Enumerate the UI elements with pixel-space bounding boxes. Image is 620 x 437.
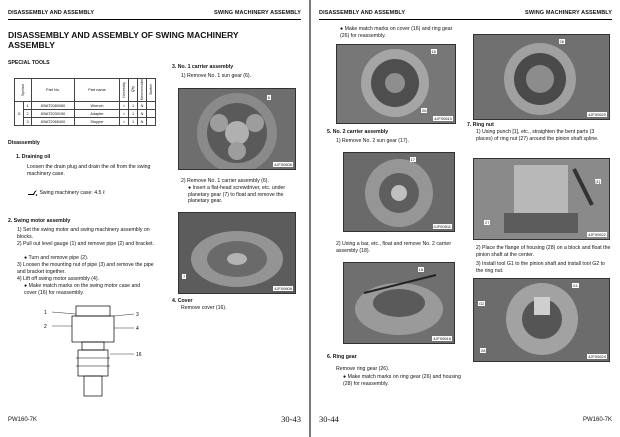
page-title: DISASSEMBLY AND ASSEMBLY OF SWING MACHINERY ASSEMBLY — [8, 30, 239, 50]
table-row: 3 KBAT2065400 Stopper t 1 N — [15, 118, 156, 126]
col2-step3-2: 2) Remove No. 1 carrier assembly (6). — [181, 178, 269, 184]
photo2-label: 7 — [183, 274, 186, 279]
table-row: 2 KBAT2030190 Adapter t 1 N — [15, 110, 156, 118]
step2-item-1: 1) Set the swing motor and swing machinery assembly on blocks. — [17, 227, 150, 240]
carrier2-photo-icon — [344, 263, 454, 343]
photo-no1-sun-gear — [178, 88, 296, 170]
step5-1: 1) Remove No. 2 sun gear (17). — [336, 138, 409, 144]
footer-page-number: 30-44 — [319, 414, 339, 424]
photo8-code: 4JF00624 — [588, 354, 606, 359]
step2-title: 2. Swing motor assembly — [8, 218, 71, 224]
header-left-title: DISASSEMBLY AND ASSEMBLY — [8, 10, 95, 16]
callout-16: 16 — [136, 352, 142, 358]
photo3-label-2: 26 — [422, 108, 427, 113]
col-new-remodel: New/remodel — [138, 79, 147, 102]
sun-gear-photo-icon — [344, 153, 454, 231]
step6-note: ● Make match marks on ring gear (26) and housing (28) for reassembly. — [343, 374, 461, 387]
photo8-label-28: 28 — [481, 348, 486, 353]
ring-gear-photo-icon — [337, 45, 455, 123]
photo6-code: 4JF00620 — [588, 112, 606, 117]
group-symbol: G — [15, 102, 24, 126]
photo6-label: 26 — [559, 39, 564, 44]
oil-note: Swing machinery case: 4.5 ℓ — [27, 188, 157, 197]
photo1-code: 4JF00606 — [274, 162, 292, 167]
step6-title: 6. Ring gear — [327, 354, 357, 360]
callout-1: 1 — [44, 310, 47, 316]
carrier-photo-icon — [179, 213, 295, 293]
left-footer — [8, 411, 301, 423]
photo4-code: 4JF00611 — [433, 224, 451, 229]
gear-photo-icon — [179, 89, 295, 169]
header-right-title: SWING MACHINERY ASSEMBLY — [525, 10, 612, 16]
ring-gear-top-photo-icon — [474, 35, 609, 119]
step6-text: Remove ring gear (26). — [336, 366, 390, 372]
step2-item-5: 4) Lift off swing motor assembly (4). — [17, 276, 100, 282]
col2-step3-1: 1) Remove No. 1 sun gear (6). — [181, 73, 252, 79]
callout-3: 3 — [136, 312, 139, 318]
housing-photo-icon — [474, 279, 609, 361]
right-header — [319, 9, 612, 20]
top-note: ● Make match marks on cover (16) and ring gear (26) for reassembly. — [340, 26, 453, 39]
right-page — [311, 0, 620, 437]
step2-item-4: 3) Loosen the mounting nut of pipe (3) and remove the pipe and bracket together. — [17, 262, 154, 275]
col2-step4-text: Remove cover (16). — [181, 305, 227, 311]
table-row: G 1 KBAT2080080 Wrench t 1 N — [15, 102, 156, 110]
col2-step3-2b: ● Insert a flat-head screwdriver, etc. under planetary gear (7) to float and remove the planetary gear. — [188, 185, 286, 205]
left-header — [8, 9, 301, 20]
step2-item-6: ● Make match marks on the swing motor case and cover (16) for reassembly. — [24, 283, 141, 296]
photo-tools-installed — [473, 278, 610, 362]
photo-ring-nut — [473, 158, 610, 240]
photo5-label: 18 — [418, 267, 423, 272]
callout-2: 2 — [44, 324, 47, 330]
photo8-label-g1: G1 — [572, 283, 578, 288]
footer-model: PW160-7K — [8, 417, 38, 423]
col-qty: Q'ty — [129, 79, 138, 102]
photo7-code: 4JF00622 — [588, 232, 606, 237]
header-right-title: SWING MACHINERY ASSEMBLY — [214, 10, 301, 16]
photo-no2-carrier — [343, 262, 455, 344]
footer-page-number: 30-43 — [281, 414, 301, 424]
header-left-title: DISASSEMBLY AND ASSEMBLY — [319, 10, 406, 16]
photo3-label: 16 — [431, 49, 436, 54]
col-part-name: Part name — [75, 79, 120, 102]
step7-1: 1) Using punch [1], etc., straighten the bent parts (3 places) of ring nut (27) around the pinion shaft spline. — [476, 129, 599, 142]
right-footer — [319, 411, 612, 423]
col-sketch: Sketch — [147, 79, 156, 102]
oil-can-icon — [27, 188, 38, 197]
photo-ring-gear-removed — [473, 34, 610, 120]
disassembly-heading: Disassembly — [8, 140, 40, 146]
special-tools-heading: SPECIAL TOOLS — [8, 60, 50, 66]
photo2-code: 4JF00608 — [274, 286, 292, 291]
step7-2: 2) Place the flange of housing (28) on a block and float the pinion shaft at the center. — [476, 245, 611, 258]
step2-item-3: ● Turn and remove pipe (2). — [24, 255, 89, 261]
photo3-code: 4JF00610 — [434, 116, 452, 121]
step2-item-2: 2) Pull out level gauge (1) and remove pipe (2) and bracket. — [17, 241, 154, 247]
swing-motor-diagram — [38, 302, 148, 402]
callout-4: 4 — [136, 326, 139, 332]
step1-text: Loosen the drain plug and drain the oil from the swing machinery case. — [27, 164, 151, 177]
special-tools-table — [14, 78, 156, 126]
step1-title: 1. Draining oil — [16, 154, 51, 160]
photo4-label: 17 — [410, 157, 415, 162]
step7-3: 3) Install tool G1 to the pinion shaft and install tool G2 to the ring nut. — [476, 261, 605, 274]
photo1-label: 6 — [267, 95, 270, 100]
photo8-label-g2: G2 — [479, 301, 485, 306]
step5-2: 2) Using a bar, etc., float and remove No. 2 carrier assembly (18). — [336, 241, 452, 254]
left-page — [0, 0, 309, 437]
photo7-label-2: 27 — [485, 220, 490, 225]
col2-step3-title: 3. No. 1 carrier assembly — [172, 64, 234, 70]
photo-cover-ring-gear — [336, 44, 456, 124]
photo7-label: [1] — [595, 179, 600, 184]
col-symbol: Symbol — [15, 79, 32, 102]
step7-title: 7. Ring nut — [467, 122, 494, 128]
photo5-code: 4JF00616 — [433, 336, 451, 341]
col2-step4-title: 4. Cover — [172, 298, 193, 304]
step5-title: 5. No. 2 carrier assembly — [327, 129, 389, 135]
footer-model: PW160-7K — [582, 417, 612, 423]
col-part-no: Part No. — [32, 79, 75, 102]
table-header-row — [15, 79, 156, 102]
photo-no1-carrier — [178, 212, 296, 294]
col-necessity: Necessity — [120, 79, 129, 102]
photo-no2-sun-gear — [343, 152, 455, 232]
ring-nut-photo-icon — [474, 159, 609, 239]
